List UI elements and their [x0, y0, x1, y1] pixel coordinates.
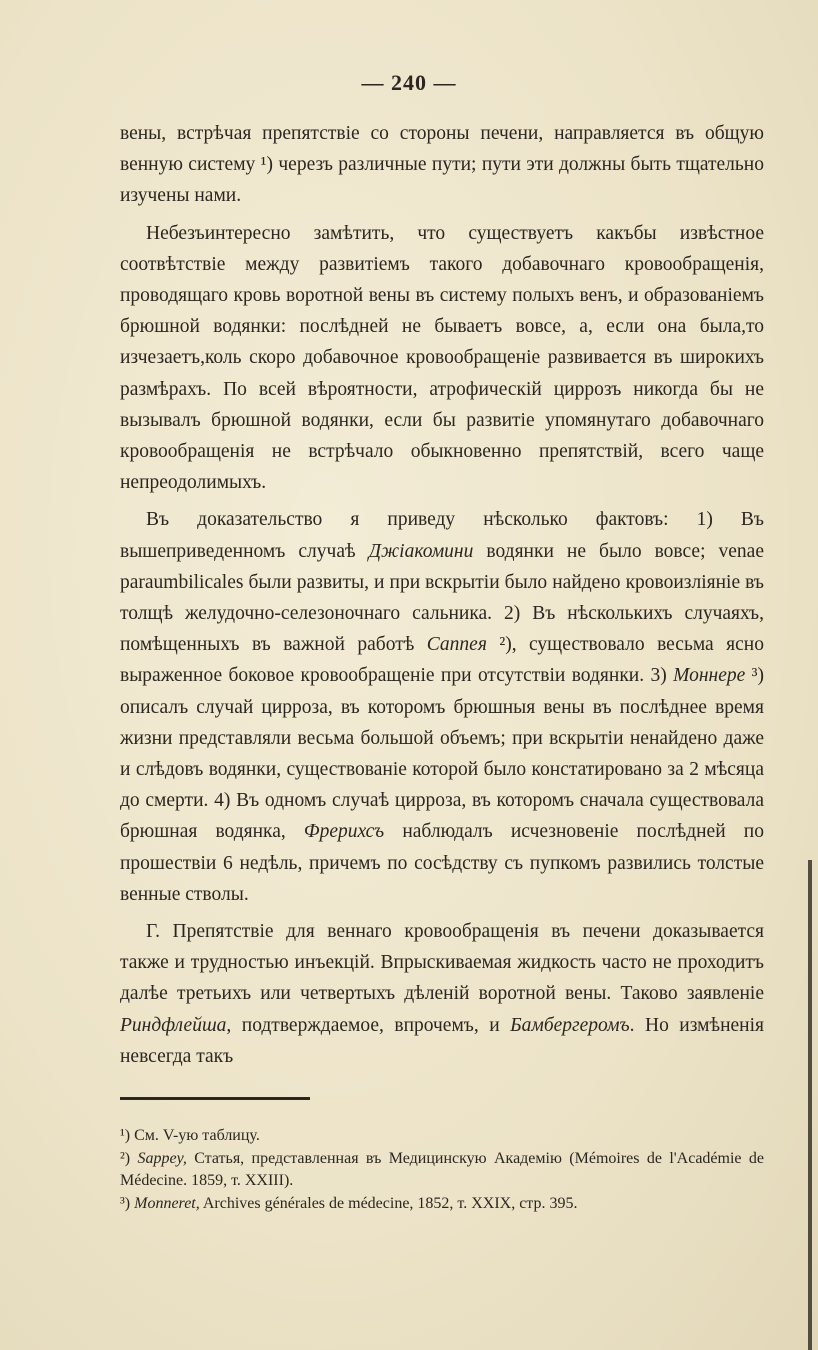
footnote-2-text: Статья, представленная въ Медицинскую Академію (Mémoires de l'Académie de Médecine. 1859, т. XXIII).: [120, 1150, 764, 1189]
main-text: [120, 118, 764, 1078]
page-edge-shadow: [808, 860, 812, 1350]
paragraph-3-part-2: водянки не было вовсе; venae paraumbilicales были развиты, и при вскрытіи было найдено кровоизліяніе въ толщѣ желудочно-селезоночнаго сальника. 2) Въ нѣсколькихъ случаяхъ, помѣщенныхъ въ важной работѣ: [120, 540, 764, 656]
paragraph-4-part-2: , подтверждаемое, впрочемъ, и: [226, 1014, 511, 1036]
paragraph-3-part-4: ³) описалъ случай цирроза, въ которомъ брюшныя вены въ послѣднее время жизни представляли весьма большой объемъ; при вскрытіи ненайдено даже и слѣдовъ водянки, существованіе которой было констатировано за 2 мѣсяца до смерти. 4) Въ одномъ случаѣ цирроза, въ которомъ сначала существовала брюшная водянка,: [120, 665, 764, 843]
paragraph-3-part-1: Въ доказательство я приведу нѣсколько фактовъ: 1) Въ вышеприведенномъ случаѣ: [120, 509, 764, 562]
name-rindfleisch: Риндфлейша: [120, 1014, 227, 1036]
paragraph-1: вены, встрѣчая препятствіе со стороны печени, направляется въ общую венную систему ¹) черезъ различные пути; пути эти должны быть тщательно изучены нами.: [120, 123, 764, 207]
paragraph-3-part-3: ²), существовало весьма ясно выраженное боковое кровообращеніе при отсутствіи водянки. 3): [120, 634, 764, 687]
name-giacomini: Джіакомини: [368, 540, 474, 562]
footnote-1-marker: ¹): [120, 1127, 131, 1144]
footnote-3: [120, 1193, 764, 1215]
footnote-3-marker: ³): [120, 1195, 131, 1212]
paragraph-3: [120, 504, 764, 910]
name-sappey: Саппея: [426, 634, 487, 656]
footnotes: [120, 1125, 764, 1216]
name-frerichs: Фрерихсъ: [303, 821, 385, 843]
footnote-2-author: Sappey,: [137, 1150, 187, 1167]
paragraph-2: Небезъинтересно замѣтить, что существуетъ какъбы извѣстное соотвѣтствіе между развитіемъ такого добавочнаго кровообращенія, проводящаго кровь воротной вены въ систему полыхъ венъ, и образованіемъ брюшной водянки: послѣдней не бываетъ вовсе, а, если она была,то изчезаетъ,коль скоро добавочное кровообращеніе развивается въ широкихъ размѣрахъ. По всей вѣроятности, атрофическій циррозъ никогда бы не вызывалъ брюшной водянки, если бы развитіе упомянутаго добавочнаго кровообращенія не встрѣчало обыкновенно препятствій, всего чаще непреодолимыхъ.: [120, 222, 764, 494]
name-bamberger: Бамбергеромъ: [510, 1014, 630, 1036]
footnote-2: [120, 1148, 764, 1192]
page-number: — 240 —: [361, 70, 457, 95]
footnote-2-marker: ²): [120, 1150, 131, 1167]
footnote-3-text: Archives générales de médecine, 1852, т. XXIX, стр. 395.: [199, 1195, 578, 1212]
paragraph-4: [120, 916, 764, 1072]
paragraph-4-part-3: . Но измѣненія невсегда такъ: [120, 1014, 764, 1067]
paragraph-3-part-5: наблюдалъ исчезновеніе послѣдней по прошествіи 6 недѣль, причемъ по сосѣдству съ пупкомъ развились толстые венные стволы.: [120, 821, 764, 905]
name-monneret: Моннере: [673, 665, 746, 687]
footnote-3-author: Monneret,: [134, 1195, 200, 1212]
footnote-1: [120, 1125, 764, 1147]
footnote-divider: [120, 1097, 310, 1100]
paragraph-4-part-1: Г. Препятствіе для веннаго кровообращенія въ печени доказывается также и трудностью инъекцій. Впрыскиваемая жидкость часто не проходитъ далѣе третьихъ или четвертыхъ дѣленій воротной вены. Таково заявленіе: [120, 921, 764, 1005]
footnote-1-text: См. V-ую таблицу.: [134, 1127, 260, 1144]
